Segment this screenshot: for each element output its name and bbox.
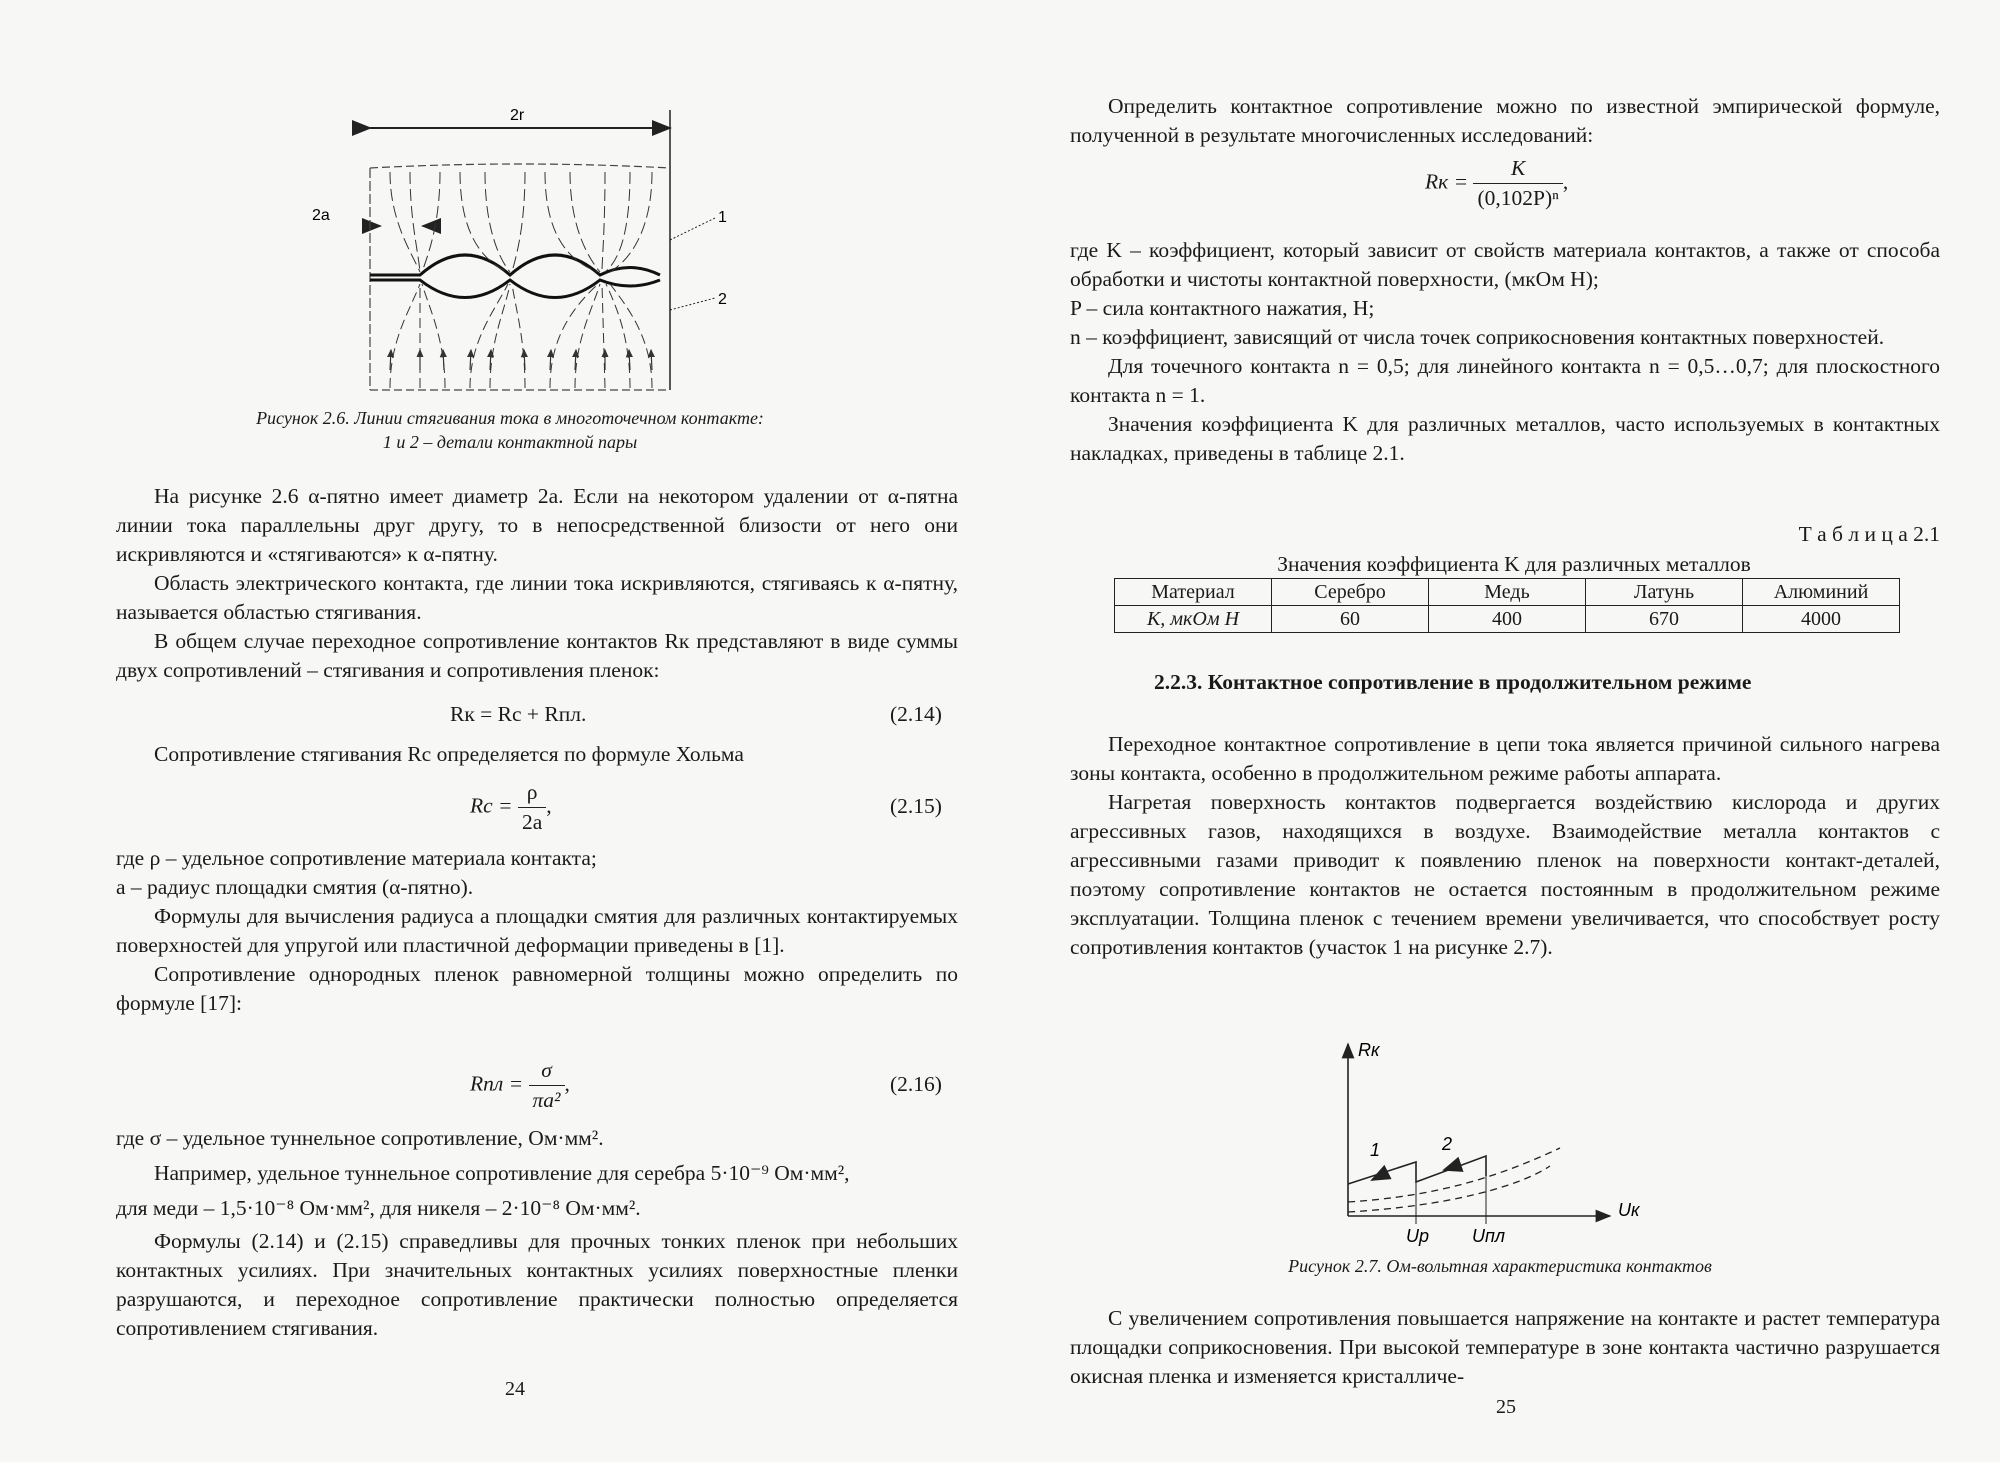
eq-lhs: Rпл = (470, 1071, 524, 1096)
paragraph: Например, удельное туннельное сопротивление для серебра 5·10⁻⁹ Ом·мм², (154, 1161, 850, 1185)
equation-number: (2.15) (890, 794, 942, 818)
paragraph: В общем случае переходное сопротивление контактов Rк представляют в виде суммы двух сопротивлений – стягивания и сопротивления пленок: (116, 629, 958, 682)
paragraph: a – радиус площадки смятия (α-пятно). (116, 875, 474, 899)
paragraph: Сопротивление однородных пленок равномерной толщины можно определить по формуле [17]: (116, 962, 958, 1015)
label-1: 1 (718, 209, 727, 226)
paragraph: Сопротивление стягивания Rс определяется по формуле Хольма (154, 742, 744, 766)
right-text-block-2 (1070, 236, 1940, 468)
eq-tail: , (1562, 169, 1569, 194)
paragraph: Нагретая поверхность контактов подвергается воздействию кислорода и других агрессивных газов, находящихся в воздухе. Взаимодействие металла контактов с агрессивными газами приводит к появлению пленок на поверхности контакт-деталей, поэтому сопротивление контактов не остается постоянным в продолжительном режиме эксплуатации. Толщина пленок с течением времени увеличивается, что способствует росту сопротивления контактов (участок 1 на рисунке 2.7). (1070, 790, 1940, 959)
paragraph: Формулы (2.14) и (2.15) справедливы для прочных тонких пленок при небольших контактных усилиях. При значительных контактных усилиях поверхностные пленки разрушаются, и переходное сопротивление практически полностью определяется сопротивлением стягивания. (116, 1229, 958, 1340)
paragraph: Для точечного контакта n = 0,5; для линейного контакта n = 0,5…0,7; для плоскостного контакта n = 1. (1070, 354, 1940, 407)
left-text-block-4 (116, 1124, 958, 1343)
y-axis-label: Rк (1358, 1040, 1380, 1060)
section-heading: 2.2.3. Контактное сопротивление в продолжительном режиме (1154, 670, 1752, 694)
page-number: 24 (505, 1378, 525, 1400)
eq-denominator: πa² (532, 1088, 561, 1112)
eq-tail: , (546, 793, 552, 818)
eq-numerator: K (1473, 156, 1562, 184)
paragraph: С увеличением сопротивления повышается напряжение на контакте и растет температура площадки соприкосновения. При высокой температуре в зоне контакта частично разрушается окисная пленка и изменяется кристалличе- (1070, 1306, 1940, 1388)
table-cell: 400 (1429, 606, 1586, 633)
figure-2-6-caption (180, 406, 840, 454)
eq-fraction (1473, 156, 1562, 211)
table-header-cell: Алюминий (1743, 579, 1900, 606)
figure-2-6 (312, 100, 727, 400)
left-text-block-1 (116, 482, 958, 685)
table-cell: 60 (1272, 606, 1429, 633)
eq-numerator: σ (529, 1058, 565, 1086)
table-header-cell: Материал (1115, 579, 1272, 606)
label-2: 2 (718, 291, 727, 308)
tick-label-upl: Uпл (1472, 1226, 1506, 1246)
label-2r: 2r (510, 107, 525, 124)
paragraph: для меди – 1,5·10⁻⁸ Ом·мм², для никеля – 2·10⁻⁸ Ом·мм². (116, 1196, 641, 1220)
right-text-block-1 (1070, 92, 1940, 150)
equation-number: (2.16) (890, 1072, 942, 1096)
eq-fraction (518, 780, 546, 835)
figure-2-7 (1300, 1036, 1740, 1248)
table-label: Т а б л и ц а 2.1 (1798, 522, 1940, 546)
eq-numerator: ρ (518, 780, 546, 808)
paragraph: Значения коэффициента K для различных металлов, часто используемых в контактных накладках, приведены в таблице 2.1. (1070, 412, 1940, 465)
eq-fraction (529, 1058, 565, 1113)
left-text-block-3 (116, 844, 958, 1018)
paragraph: где K – коэффициент, который зависит от свойств материала контактов, а также от способа обработки и чистоты контактной поверхности, (мкОм Н); (1070, 238, 1940, 291)
right-text-block-4 (1070, 1304, 1940, 1391)
figure-2-7-caption: Рисунок 2.7. Ом-вольтная характеристика контактов (1288, 1256, 1712, 1276)
contact-current-lines-diagram (312, 100, 727, 400)
eq-tail: , (564, 1071, 570, 1096)
x-axis-label: Uк (1618, 1200, 1640, 1220)
curve-solid (1348, 1156, 1486, 1184)
curve-label-2: 2 (1442, 1134, 1453, 1154)
paragraph: Определить контактное сопротивление можно по известной эмпирической формуле, полученной в результате многочисленных исследований: (1070, 94, 1940, 147)
paragraph: P – сила контактного нажатия, Н; (1070, 296, 1375, 320)
table-header-cell: Медь (1429, 579, 1586, 606)
caption-line-2: 1 и 2 – детали контактной пары (382, 432, 638, 452)
table-header-cell: Серебро (1272, 579, 1429, 606)
coefficient-table (1114, 578, 1900, 633)
table-header-cell: Латунь (1586, 579, 1743, 606)
caption-line-1: Рисунок 2.6. Линии стягивания тока в многоточечном контакте: (256, 408, 764, 428)
eq-lhs: Rс = (470, 793, 513, 818)
left-text-block-2 (116, 740, 958, 769)
equation-2-15 (470, 780, 552, 835)
eq-denominator: (0,102P)ⁿ (1477, 186, 1559, 210)
empirical-formula (1425, 156, 1568, 211)
page-number: 25 (1496, 1396, 1516, 1418)
eq-lhs: Rк = (1425, 169, 1469, 194)
paragraph: Область электрического контакта, где линии тока искривляются, стягиваясь к α-пятну, называется областью стягивания. (116, 571, 958, 624)
table-row (1115, 606, 1900, 633)
right-page (1000, 0, 2000, 1462)
label-2a: 2a (312, 207, 330, 224)
equation-2-16 (470, 1058, 570, 1113)
table-cell: K, мкОм Н (1115, 606, 1272, 633)
table-cell: 670 (1586, 606, 1743, 633)
equation-2-14: Rк = Rс + Rпл. (450, 702, 587, 726)
curve-dashed-2 (1348, 1166, 1550, 1212)
tick-guides (1416, 1176, 1486, 1224)
paragraph: n – коэффициент, зависящий от числа точек соприкосновения контактных поверхностей. (1070, 325, 1885, 349)
eq-denominator: 2a (521, 810, 543, 834)
right-text-block-3 (1070, 730, 1940, 962)
paragraph: где σ – удельное туннельное сопротивление, Ом·мм². (116, 1126, 604, 1150)
table-title: Значения коэффициента K для различных металлов (1277, 552, 1751, 576)
table-cell: 4000 (1743, 606, 1900, 633)
paragraph: Формулы для вычисления радиуса a площадки смятия для различных контактируемых поверхностей для упругой или пластичной деформации приведены в [1]. (116, 904, 958, 957)
paragraph: На рисунке 2.6 α-пятно имеет диаметр 2a. Если на некотором удалении от α-пятна линии тока параллельны друг другу, то в непосредственной близости от него они искривляются и «стягиваются» к α-пятну. (116, 484, 958, 566)
curve-label-1: 1 (1370, 1140, 1381, 1160)
table-row (1115, 579, 1900, 606)
paragraph: Переходное контактное сопротивление в цепи тока является причиной сильного нагрева зоны контакта, особенно в продолжительном режиме работы аппарата. (1070, 732, 1940, 785)
paragraph: где ρ – удельное сопротивление материала контакта; (116, 846, 597, 870)
equation-number: (2.14) (890, 702, 942, 726)
tick-label-up: Uр (1406, 1226, 1430, 1246)
ohm-volt-chart (1300, 1036, 1740, 1248)
